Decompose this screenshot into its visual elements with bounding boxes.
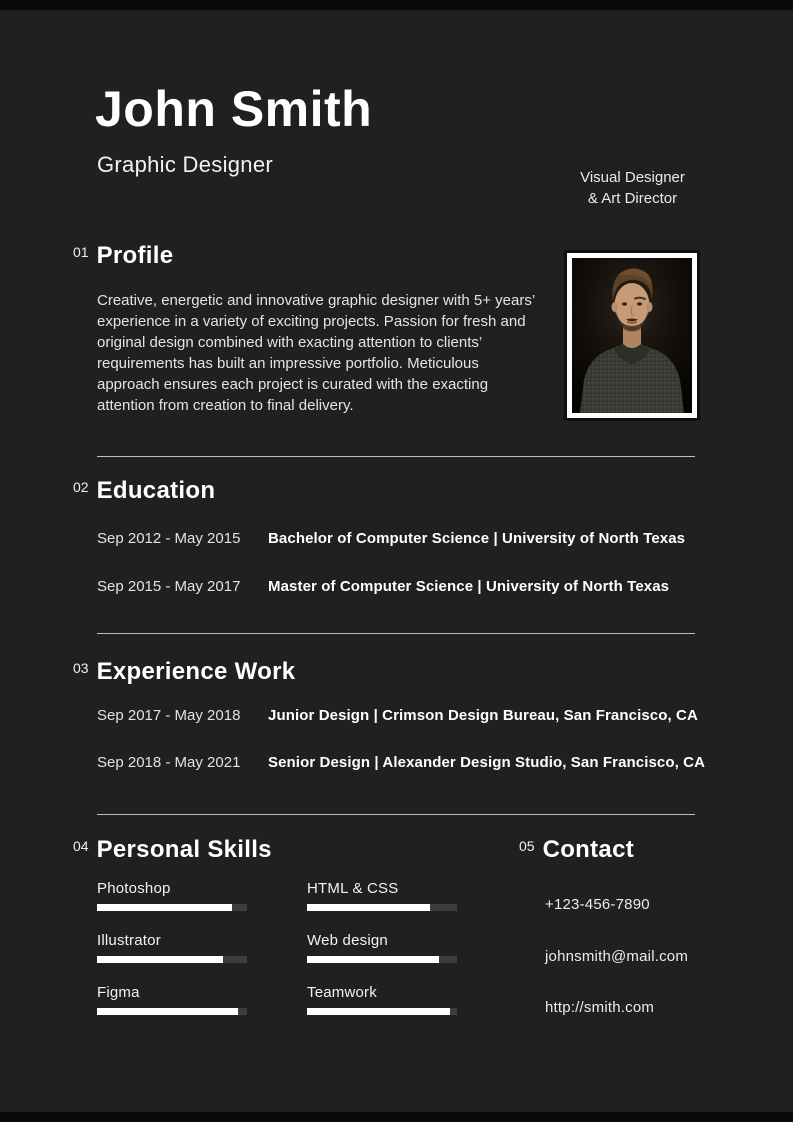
education-section-heading — [73, 479, 215, 503]
skill-item — [97, 880, 247, 911]
tagline — [568, 167, 697, 209]
skill-item — [307, 984, 457, 1015]
skill-label: Photoshop — [97, 880, 171, 897]
contact-section-title: Contact — [542, 836, 635, 863]
education-entry — [97, 578, 717, 595]
tagline-line-2: & Art Director — [587, 190, 678, 207]
experience-entry — [97, 754, 717, 771]
divider-education — [97, 456, 695, 457]
contact-phone: +123-456-7890 — [545, 896, 650, 913]
skill-bar-track — [307, 1008, 457, 1015]
profile-section-heading — [73, 244, 173, 268]
contact-section-heading — [519, 838, 634, 862]
experience-section-heading — [73, 660, 295, 684]
top-edge-bar — [0, 0, 793, 10]
experience-section-title: Experience Work — [96, 658, 296, 685]
profile-text: Creative, energetic and innovative graphic designer with 5+ years’ experience in a variety of exciting projects. Passion for fresh and original design combined with exacting attention to clients’ requirements has built an impressive portfolio. Meticulous approach ensures each project is curated with the exacting attention from creation to final delivery. — [97, 292, 535, 414]
tagline-line-1: Visual Designer — [580, 169, 685, 186]
divider-experience — [97, 633, 695, 634]
skill-bar-fill — [307, 904, 430, 911]
experience-dates: Sep 2018 - May 2021 — [97, 754, 241, 771]
bottom-edge-bar — [0, 1112, 793, 1122]
experience-description: Senior Design | Alexander Design Studio, San Francisco, CA — [268, 754, 706, 771]
experience-dates: Sep 2017 - May 2018 — [97, 707, 241, 724]
contact-website: http://smith.com — [545, 999, 655, 1016]
skills-section-heading — [73, 838, 272, 862]
skill-bar-track — [307, 904, 457, 911]
skill-bar-track — [307, 956, 457, 963]
education-dates: Sep 2015 - May 2017 — [97, 578, 241, 595]
skill-bar-fill — [307, 956, 439, 963]
skill-bar-fill — [97, 1008, 238, 1015]
experience-entry — [97, 707, 717, 724]
skills-column-right — [307, 880, 457, 1036]
profile-section-title: Profile — [96, 242, 174, 269]
skill-bar-track — [97, 1008, 247, 1015]
skills-section-title: Personal Skills — [96, 836, 272, 863]
profile-section-number: 01 — [73, 244, 89, 260]
skill-bar-fill — [97, 904, 232, 911]
education-section-title: Education — [96, 477, 216, 504]
person-name: John Smith — [95, 81, 373, 137]
profile-photo — [567, 253, 697, 418]
education-description: Bachelor of Computer Science | University of North Texas — [268, 530, 686, 547]
education-section-number: 02 — [73, 479, 89, 495]
education-description: Master of Computer Science | University of North Texas — [268, 578, 670, 595]
skill-bar-track — [97, 904, 247, 911]
job-title: Graphic Designer — [97, 152, 273, 177]
contact-section-number: 05 — [519, 838, 535, 854]
skill-bar-fill — [307, 1008, 450, 1015]
skill-item — [307, 932, 457, 963]
skills-column-left — [97, 880, 247, 1036]
contact-email: johnsmith@mail.com — [545, 948, 689, 965]
skill-label: Figma — [97, 984, 140, 1001]
skill-label: Web design — [307, 932, 388, 949]
skill-item — [307, 880, 457, 911]
skill-item — [97, 932, 247, 963]
skill-label: Illustrator — [97, 932, 161, 949]
divider-skills — [97, 814, 695, 815]
skill-item — [97, 984, 247, 1015]
education-entry — [97, 530, 717, 547]
skill-label: HTML & CSS — [307, 880, 399, 897]
skill-label: Teamwork — [307, 984, 377, 1001]
experience-section-number: 03 — [73, 660, 89, 676]
skill-bar-fill — [97, 956, 223, 963]
skill-bar-track — [97, 956, 247, 963]
experience-description: Junior Design | Crimson Design Bureau, San Francisco, CA — [268, 707, 698, 724]
portrait-illustration — [572, 258, 692, 413]
skills-section-number: 04 — [73, 838, 89, 854]
education-dates: Sep 2012 - May 2015 — [97, 530, 241, 547]
